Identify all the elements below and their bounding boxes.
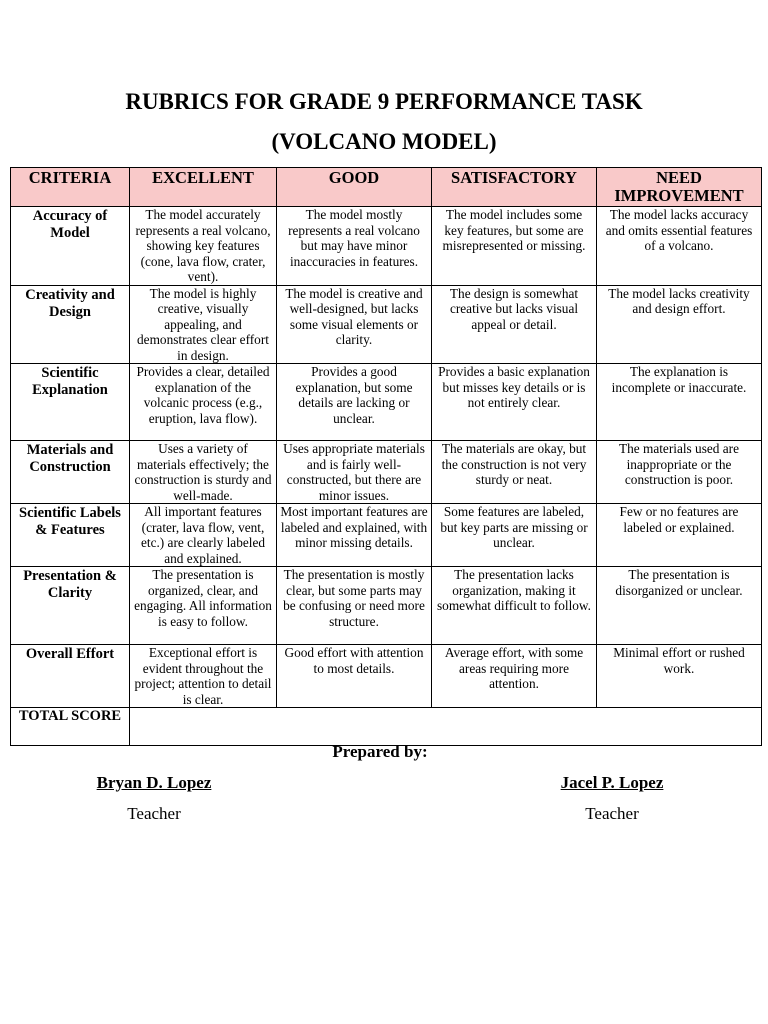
total-score-label: TOTAL SCORE (11, 708, 130, 746)
rubric-cell-satisfactory: The design is somewhat creative but lacks visual appeal or detail. (432, 285, 597, 364)
rubric-cell-excellent: The model is highly creative, visually appealing, and demonstrates clear effort in design. (130, 285, 277, 364)
rubric-cell-need-improvement: The presentation is disorganized or unclear. (597, 567, 762, 645)
rubric-cell-good: Uses appropriate materials and is fairly well-constructed, but there are minor issues. (277, 441, 432, 504)
rubric-cell-good: Most important features are labeled and explained, with minor missing details. (277, 504, 432, 567)
rubric-cell-good: Good effort with attention to most details. (277, 645, 432, 708)
header-need-improvement: NEED IMPROVEMENT (597, 168, 762, 207)
signatory-role-right: Teacher (585, 804, 639, 823)
rubric-cell-excellent: The presentation is organized, clear, and engaging. All information is easy to follow. (130, 567, 277, 645)
rubric-cell-satisfactory: The presentation lacks organization, making it somewhat difficult to follow. (432, 567, 597, 645)
rubric-cell-need-improvement: The explanation is incomplete or inaccurate. (597, 364, 762, 441)
header-excellent: EXCELLENT (130, 168, 277, 207)
criteria-cell: Overall Effort (11, 645, 130, 708)
rubric-cell-satisfactory: The model includes some key features, but some are misrepresented or missing. (432, 207, 597, 286)
rubric-cell-need-improvement: The model lacks accuracy and omits essential features of a volcano. (597, 207, 762, 286)
rubric-cell-excellent: Uses a variety of materials effectively; the construction is sturdy and well-made. (130, 441, 277, 504)
rubric-cell-need-improvement: The materials used are inappropriate or the construction is poor. (597, 441, 762, 504)
rubric-cell-satisfactory: Average effort, with some areas requiring more attention. (432, 645, 597, 708)
criteria-cell: Scientific Explanation (11, 364, 130, 441)
rubric-cell-need-improvement: Minimal effort or rushed work. (597, 645, 762, 708)
document-subtitle: (VOLCANO MODEL) (271, 129, 497, 154)
header-criteria: CRITERIA (11, 168, 130, 207)
rubric-cell-need-improvement: Few or no features are labeled or explained. (597, 504, 762, 567)
table-row (11, 645, 762, 708)
rubric-cell-excellent: Exceptional effort is evident throughout the project; attention to detail is clear. (130, 645, 277, 708)
header-satisfactory: SATISFACTORY (432, 168, 597, 207)
signatory-name-left: Bryan D. Lopez (96, 773, 212, 792)
rubric-cell-excellent: The model accurately represents a real volcano, showing key features (cone, lava flow, crater, vent). (130, 207, 277, 286)
criteria-cell: Creativity and Design (11, 285, 130, 364)
rubric-cell-good: The model mostly represents a real volcano but may have minor inaccuracies in features. (277, 207, 432, 286)
header-good: GOOD (277, 168, 432, 207)
rubric-cell-satisfactory: The materials are okay, but the construction is not very sturdy or neat. (432, 441, 597, 504)
total-score-row (11, 708, 762, 746)
rubric-cell-excellent: All important features (crater, lava flow, vent, etc.) are clearly labeled and explained. (130, 504, 277, 567)
document-title: RUBRICS FOR GRADE 9 PERFORMANCE TASK (125, 89, 643, 114)
table-row (11, 504, 762, 567)
header-row (11, 168, 762, 207)
rubric-table (10, 167, 762, 746)
prepared-by-label: Prepared by: (332, 742, 428, 761)
rubric-cell-satisfactory: Provides a basic explanation but misses key details or is not entirely clear. (432, 364, 597, 441)
table-row (11, 364, 762, 441)
signatory-name-right: Jacel P. Lopez (560, 773, 664, 792)
table-row (11, 207, 762, 286)
rubric-cell-good: The model is creative and well-designed, but lacks some visual elements or clarity. (277, 285, 432, 364)
rubric-cell-good: Provides a good explanation, but some details are lacking or unclear. (277, 364, 432, 441)
rubric-cell-satisfactory: Some features are labeled, but key parts are missing or unclear. (432, 504, 597, 567)
criteria-cell: Presentation & Clarity (11, 567, 130, 645)
table-row (11, 567, 762, 645)
rubric-cell-need-improvement: The model lacks creativity and design effort. (597, 285, 762, 364)
rubric-cell-excellent: Provides a clear, detailed explanation of the volcanic process (e.g., eruption, lava flow). (130, 364, 277, 441)
criteria-cell: Accuracy of Model (11, 207, 130, 286)
signatory-role-left: Teacher (127, 804, 181, 823)
total-score-value (130, 708, 762, 746)
criteria-cell: Materials and Construction (11, 441, 130, 504)
table-row (11, 285, 762, 364)
table-row (11, 441, 762, 504)
rubric-cell-good: The presentation is mostly clear, but some parts may be confusing or need more structure. (277, 567, 432, 645)
criteria-cell: Scientific Labels & Features (11, 504, 130, 567)
